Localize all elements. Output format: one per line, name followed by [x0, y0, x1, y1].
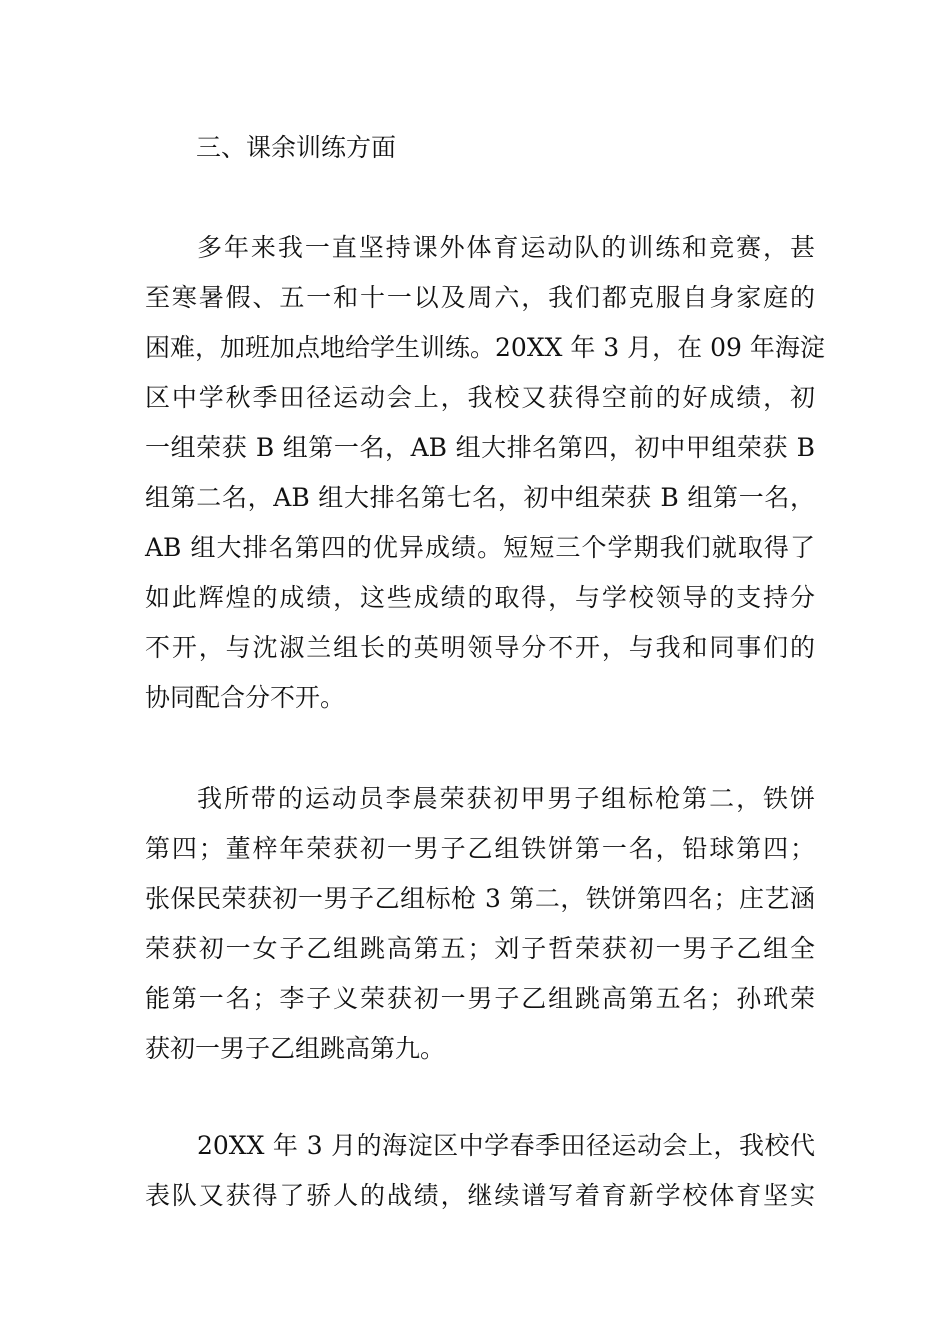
paragraph-line: 至寒暑假、五一和十一以及周六，我们都克服自身家庭的: [145, 283, 815, 312]
paragraph-line: 如此辉煌的成绩，这些成绩的取得，与学校领导的支持分: [145, 583, 815, 612]
paragraph-line: 组第二名，AB 组大排名第七名，初中组荣获 B 组第一名，: [145, 483, 815, 512]
paragraph-line: 多年来我一直坚持课外体育运动队的训练和竞赛，甚: [197, 233, 815, 262]
paragraph-line: 20XX 年 3 月的海淀区中学春季田径运动会上，我校代: [197, 1131, 815, 1160]
section-heading: 三、课余训练方面: [196, 133, 397, 162]
paragraph-line: 荣获初一女子乙组跳高第五；刘子哲荣获初一男子乙组全: [145, 934, 815, 963]
paragraph-training-results: [145, 223, 825, 723]
paragraph-line: 协同配合分不开。: [145, 683, 346, 712]
paragraph-line: 困难，加班加点地给学生训练。20XX 年 3 月，在 09 年海淀: [145, 333, 825, 362]
paragraph-line: 获初一男子乙组跳高第九。: [145, 1034, 446, 1063]
paragraph-line: 我所带的运动员李晨荣获初甲男子组标枪第二，铁饼: [197, 784, 815, 813]
paragraph-line: 一组荣获 B 组第一名，AB 组大排名第四，初中甲组荣获 B: [145, 433, 815, 462]
paragraph-line: 能第一名；李子义荣获初一男子乙组跳高第五名；孙玳荣: [145, 984, 815, 1013]
paragraph-line: 不开，与沈淑兰组长的英明领导分不开，与我和同事们的: [145, 633, 815, 662]
paragraph-line: 张保民荣获初一男子乙组标枪 3 第二，铁饼第四名；庄艺涵: [145, 884, 815, 913]
paragraph-line: 表队又获得了骄人的战绩，继续谱写着育新学校体育坚实: [145, 1181, 815, 1210]
paragraph-spring-meet: [145, 1121, 815, 1221]
paragraph-line: AB 组大排名第四的优异成绩。短短三个学期我们就取得了: [145, 533, 815, 562]
paragraph-line: 区中学秋季田径运动会上，我校又获得空前的好成绩，初: [145, 383, 815, 412]
paragraph-athlete-awards: [145, 774, 815, 1074]
paragraph-line: 第四；董梓年荣获初一男子乙组铁饼第一名，铅球第四；: [145, 834, 815, 863]
